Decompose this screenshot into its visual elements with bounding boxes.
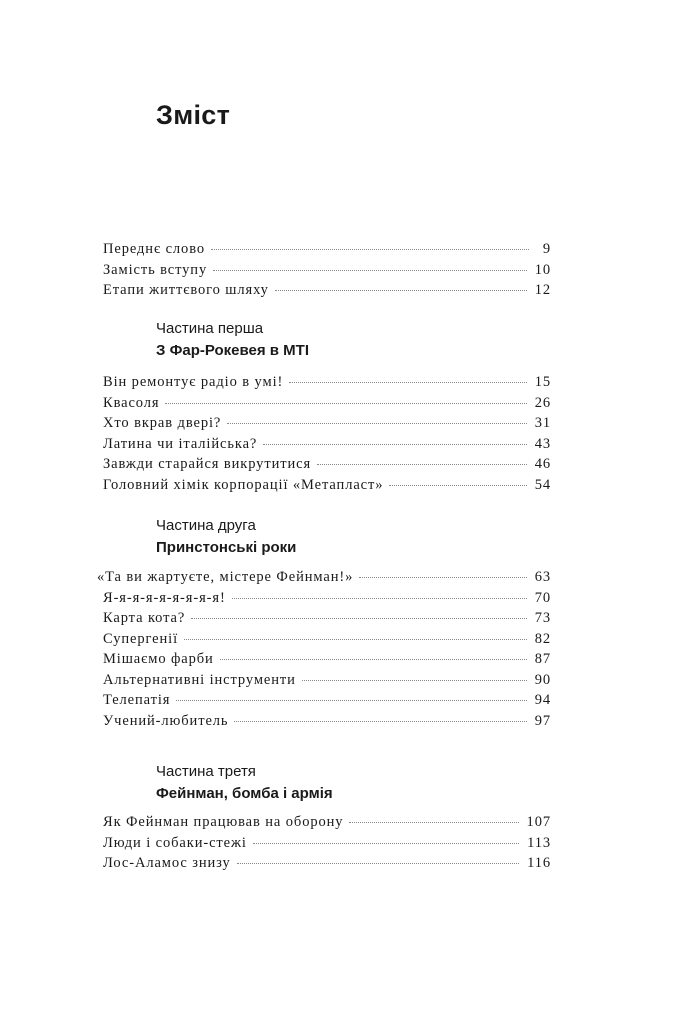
toc-entry-page: 90 bbox=[534, 671, 551, 688]
toc-entry[interactable] bbox=[103, 692, 551, 713]
toc-entry[interactable] bbox=[103, 651, 551, 672]
dot-leader bbox=[165, 403, 526, 404]
toc-entry-title: Переднє слово bbox=[103, 241, 206, 257]
toc-entry-title: Замість вступу bbox=[103, 261, 208, 278]
toc-entry-title: Як Фейнман працював на оборону bbox=[103, 814, 344, 830]
dot-leader bbox=[237, 863, 519, 864]
dot-leader bbox=[263, 444, 526, 445]
toc-entry-page: 15 bbox=[534, 374, 551, 390]
toc-entry-title: Лос-Аламос знизу bbox=[103, 855, 231, 871]
dot-leader bbox=[227, 423, 526, 424]
toc-entry-page: 63 bbox=[534, 569, 551, 585]
toc-entry-title: Я-я-я-я-я-я-я-я-я! bbox=[103, 589, 226, 606]
toc-entry[interactable] bbox=[103, 814, 551, 835]
toc-entry[interactable] bbox=[103, 456, 551, 477]
dot-leader bbox=[211, 249, 529, 250]
dot-leader bbox=[389, 485, 526, 486]
toc-entry-page: 12 bbox=[534, 282, 551, 298]
toc-entry-page: 43 bbox=[534, 435, 551, 452]
part-heading bbox=[156, 517, 296, 561]
part-heading bbox=[156, 320, 309, 364]
toc-entry[interactable] bbox=[103, 713, 551, 734]
toc-entry[interactable] bbox=[103, 282, 551, 303]
toc-entry[interactable] bbox=[103, 631, 551, 652]
toc-entry[interactable] bbox=[103, 436, 551, 457]
toc-entry-title: «Та ви жартуєте, містере Фейнман!» bbox=[97, 569, 354, 585]
toc-entry-page: 97 bbox=[534, 712, 551, 729]
toc-entry-title: Хто вкрав двері? bbox=[103, 415, 222, 431]
toc-entry-title: Альтернативні інструменти bbox=[103, 671, 296, 688]
toc-part-list bbox=[97, 569, 551, 733]
dot-leader bbox=[253, 843, 519, 844]
toc-entry-page: 107 bbox=[526, 814, 551, 830]
toc-entry[interactable] bbox=[103, 477, 551, 498]
toc-entry[interactable] bbox=[103, 415, 551, 436]
dot-leader bbox=[275, 290, 527, 291]
dot-leader bbox=[289, 382, 526, 383]
dot-leader bbox=[234, 721, 526, 722]
toc-part-list bbox=[103, 814, 551, 876]
toc-entry[interactable] bbox=[103, 395, 551, 416]
toc-entry[interactable] bbox=[103, 262, 551, 283]
toc-entry[interactable] bbox=[103, 835, 551, 856]
toc-entry-title: Головний хімік корпорації «Метапласт» bbox=[103, 476, 384, 493]
dot-leader bbox=[176, 700, 526, 701]
toc-entry[interactable] bbox=[97, 569, 551, 590]
toc-entry-page: 54 bbox=[534, 476, 551, 493]
dot-leader bbox=[317, 464, 527, 465]
toc-entry-page: 113 bbox=[527, 834, 551, 851]
toc-entry-page: 82 bbox=[534, 630, 551, 647]
toc-entry-page: 73 bbox=[534, 610, 551, 626]
toc-entry[interactable] bbox=[103, 610, 551, 631]
toc-entry-title: Квасоля bbox=[103, 394, 160, 411]
toc-entry-page: 94 bbox=[534, 692, 551, 708]
toc-entry-page: 70 bbox=[534, 589, 551, 606]
dot-leader bbox=[232, 598, 527, 599]
toc-entry-title: Учений-любитель bbox=[103, 712, 229, 729]
toc-entry-page: 116 bbox=[527, 855, 551, 871]
toc-entry-title: Телепатія bbox=[103, 692, 171, 708]
part-name: Фейнман, бомба і армія bbox=[156, 785, 333, 802]
toc-entry-title: Етапи життєвого шляху bbox=[103, 282, 269, 298]
toc-entry-title: Латина чи італійська? bbox=[103, 435, 258, 452]
toc-entry-page: 87 bbox=[534, 651, 551, 667]
dot-leader bbox=[213, 270, 527, 271]
page-title: Зміст bbox=[156, 100, 231, 130]
toc-entry[interactable] bbox=[103, 855, 551, 876]
toc-entry[interactable] bbox=[103, 590, 551, 611]
toc-entry[interactable] bbox=[103, 241, 551, 262]
toc-entry-page: 9 bbox=[542, 241, 551, 257]
toc-entry[interactable] bbox=[103, 672, 551, 693]
part-name: Принстонські роки bbox=[156, 539, 297, 556]
toc-intro-list bbox=[103, 241, 551, 303]
toc-entry-title: Супергенії bbox=[103, 630, 179, 647]
part-label: Частина третя bbox=[156, 763, 256, 780]
toc-entry-title: Карта кота? bbox=[103, 610, 186, 626]
toc-part-list bbox=[103, 374, 551, 497]
part-heading bbox=[156, 763, 333, 807]
dot-leader bbox=[184, 639, 527, 640]
dot-leader bbox=[302, 680, 527, 681]
toc-entry[interactable] bbox=[103, 374, 551, 395]
part-name: З Фар-Рокевея в МТІ bbox=[156, 342, 310, 359]
toc-entry-page: 26 bbox=[534, 394, 551, 411]
dot-leader bbox=[191, 618, 526, 619]
toc-entry-page: 46 bbox=[534, 456, 551, 472]
toc-entry-title: Він ремонтує радіо в умі! bbox=[103, 374, 284, 390]
dot-leader bbox=[359, 577, 526, 578]
part-label: Частина друга bbox=[156, 517, 256, 534]
dot-leader bbox=[349, 822, 518, 823]
toc-entry-page: 10 bbox=[534, 261, 551, 278]
toc-entry-title: Завжди старайся викрутитися bbox=[103, 456, 312, 472]
toc-entry-page: 31 bbox=[534, 415, 551, 431]
toc-entry-title: Мішаємо фарби bbox=[103, 651, 214, 667]
toc-entry-title: Люди і собаки-стежі bbox=[103, 834, 247, 851]
dot-leader bbox=[220, 659, 527, 660]
part-label: Частина перша bbox=[156, 320, 264, 337]
